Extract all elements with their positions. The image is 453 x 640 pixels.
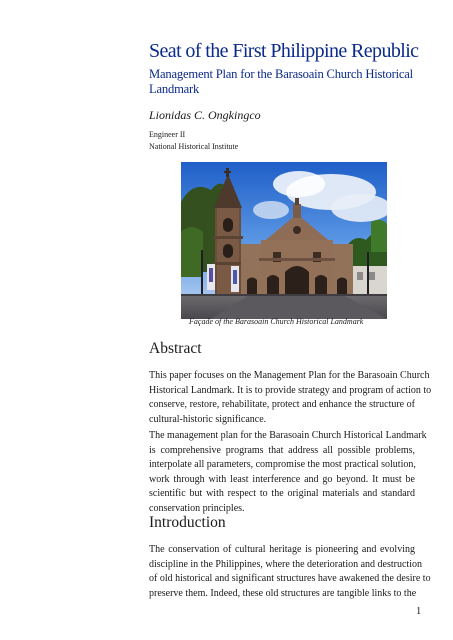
text-line: The management plan for the Barasoain Church Historical Landmark (149, 430, 427, 441)
paper-subtitle: Management Plan for the Barasoain Church Historical Landmark (149, 67, 413, 96)
figure-caption: Façade of the Barasoain Church Historical Landmark (189, 317, 364, 326)
text-line: work through with least interference and go beyond. It must be (149, 473, 415, 485)
text-line: The conservation of cultural heritage is pioneering and evolving (149, 544, 415, 555)
author-name: Lionidas C. Ongkingco (149, 108, 261, 122)
author-institution: National Historical Institute (149, 142, 239, 151)
text-line: interpolate all parameters, compromise the most practical solution, (149, 459, 416, 471)
text-line: conservation principles. (149, 502, 245, 514)
paper-title: Seat of the First Philippine Republic (149, 40, 419, 62)
abstract-paragraph-2 (149, 429, 427, 517)
page-number: 1 (416, 606, 422, 617)
church-facade-photo (181, 162, 387, 319)
abstract-heading: Abstract (149, 340, 202, 357)
text-line: discipline in the Philippines, where the deterioration and destruction (149, 558, 422, 570)
text-line: is comprehensive programs that address all possible problems, (149, 444, 415, 456)
text-line: preserve them. Indeed, these old structures are tangible links to the (149, 587, 417, 599)
text-line: scientific but with respect to the original materials and standard (149, 488, 415, 500)
introduction-heading: Introduction (149, 514, 226, 531)
text-line: of old historical and significant structures have awakened the desire to (149, 573, 431, 585)
text-line: This paper focuses on the Management Plan for the Barasoain Church (149, 370, 430, 381)
text-line: conserve, restore, rehabilitate, protect and enhance the structure of (149, 399, 415, 411)
text-line: Historical Landmark. It is to provide strategy and program of action to (149, 384, 432, 396)
author-position: Engineer II (149, 130, 186, 139)
abstract-paragraph-1 (149, 369, 432, 427)
introduction-paragraph-1 (149, 543, 431, 601)
text-line: cultural-historic significance. (149, 413, 267, 425)
